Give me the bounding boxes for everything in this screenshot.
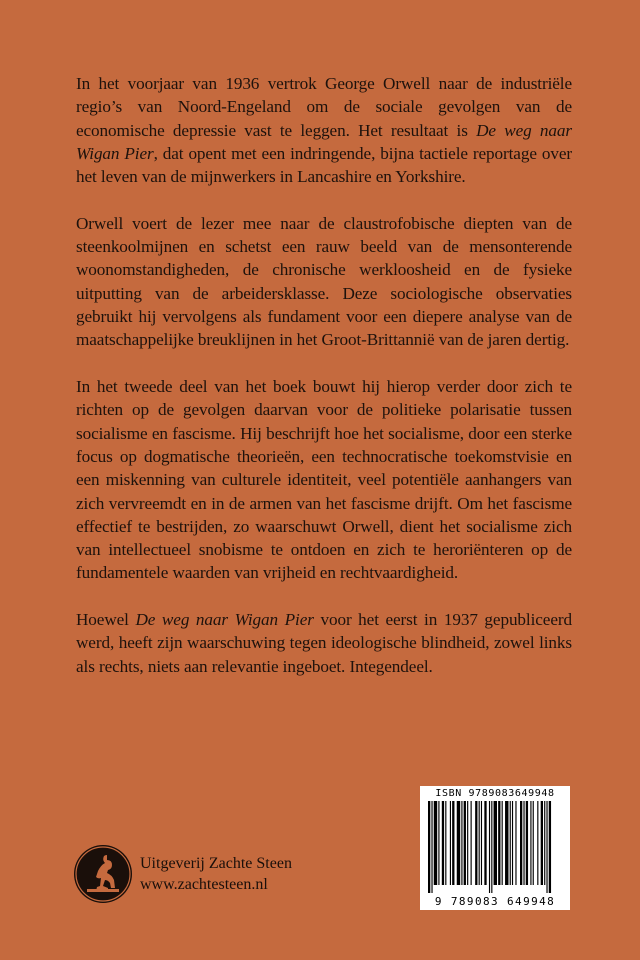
- barcode-bar: [491, 801, 492, 893]
- barcode-bar: [520, 801, 522, 885]
- blurb-paragraph-4: Hoewel De weg naar Wigan Pier voor het eerst in 1937 gepubliceerd werd, heeft zijn waarschuwing tegen ideologische blindheid, zowel links als rechts, niets aan relevantie ingeboet. Integendeel.: [76, 610, 572, 676]
- barcode-bar: [502, 801, 503, 885]
- barcode-bar: [481, 801, 482, 885]
- publisher-website: www.zachtesteen.nl: [140, 876, 268, 893]
- barcode-bar: [515, 801, 516, 885]
- barcode-bar: [523, 801, 524, 885]
- barcode-bar: [489, 801, 490, 893]
- barcode-bar: [549, 801, 551, 893]
- barcode-bar: [530, 801, 531, 885]
- barcode-bar: [464, 801, 466, 885]
- barcode-bar: [484, 801, 486, 885]
- blurb-paragraph-1: In het voorjaar van 1936 vertrok George Orwell naar de industriële regio’s van Noord-Engeland om de sociale gevolgen van de economische depressie vast te leggen. Het resultaat is De weg naar Wigan Pier, dat opent met een indringende, bijna tactiele reportage over het leven van de mijnwerkers in Lancashire en Yorkshire.: [76, 74, 572, 187]
- barcode-bar: [461, 801, 462, 885]
- thinker-statue-logo-icon: [74, 845, 132, 903]
- publisher-name: Uitgeverij Zachte Steen: [140, 855, 292, 872]
- barcode-bar: [526, 801, 528, 885]
- barcode-bar: [450, 801, 451, 885]
- barcode-bar: [467, 801, 468, 885]
- isbn-barcode: [420, 786, 570, 910]
- barcode-bar: [445, 801, 446, 885]
- barcode-bar: [541, 801, 543, 885]
- barcode-bar: [512, 801, 513, 885]
- barcode-bars: [428, 801, 562, 893]
- barcode-bar: [494, 801, 497, 885]
- barcode-bar: [537, 801, 538, 885]
- blurb-paragraph-2: Orwell voert de lezer mee naar de claustrofobische diepten van de steenkoolmijnen en schetst een rauw beeld van de mensonterende woonomstandigheden, de chronische werkloosheid en de fysieke uitputting van de arbeidersklasse. Deze sociologische observaties gebruikt hij vervolgens als fundament voor een diepere analyse van de maatschappelijke breuklijnen in het Groot-Brittannië van de jaren dertig.: [76, 213, 572, 350]
- barcode-bar: [546, 801, 547, 893]
- barcode-bar: [442, 801, 444, 885]
- blurb-paragraph-3: In het tweede deel van het boek bouwt hij hierop verder door zich te richten op de gevolgen daarvan voor de politieke polarisatie tussen socialisme en fascisme. Hij beschrijft hoe het socialisme, door een sterke focus op dogmatische theorieën, een technocratische toekomstvisie en een miskenning van culturele identiteit, veel potentiële aanhangers van zich vervreemdt en in de armen van het fascisme drijft. Om het fascisme effectief te bestrijden, zo waarschuwt Orwell, dient het socialisme zich van intellectueel snobisme te ontdoen en zich te heroriënteren op de fundamentele waarden van vrijheid en rechtvaardigheid.: [76, 377, 572, 583]
- publisher-text: [140, 853, 292, 895]
- barcode-bar: [505, 801, 508, 885]
- barcode-bar: [438, 801, 439, 885]
- barcode-bar: [434, 801, 437, 885]
- barcode-bar: [457, 801, 460, 885]
- barcode-bar: [544, 801, 545, 885]
- isbn-digits: 9 789083 649948: [434, 895, 556, 908]
- book-title-italic: De weg naar Wigan Pier: [76, 120, 572, 163]
- barcode-bar: [479, 801, 480, 885]
- barcode-bar: [533, 801, 534, 885]
- blurb-text: [76, 72, 572, 701]
- barcode-bar: [431, 801, 432, 893]
- barcode-bar: [452, 801, 454, 885]
- barcode-bar: [510, 801, 511, 885]
- isbn-label: ISBN 9789083649948: [435, 788, 555, 799]
- book-title-italic: De weg naar Wigan Pier: [135, 610, 314, 630]
- barcode-bar: [475, 801, 477, 885]
- barcode-bar: [498, 801, 500, 885]
- publisher-block: [74, 836, 292, 912]
- barcode-bar: [428, 801, 430, 893]
- barcode-bar: [471, 801, 472, 885]
